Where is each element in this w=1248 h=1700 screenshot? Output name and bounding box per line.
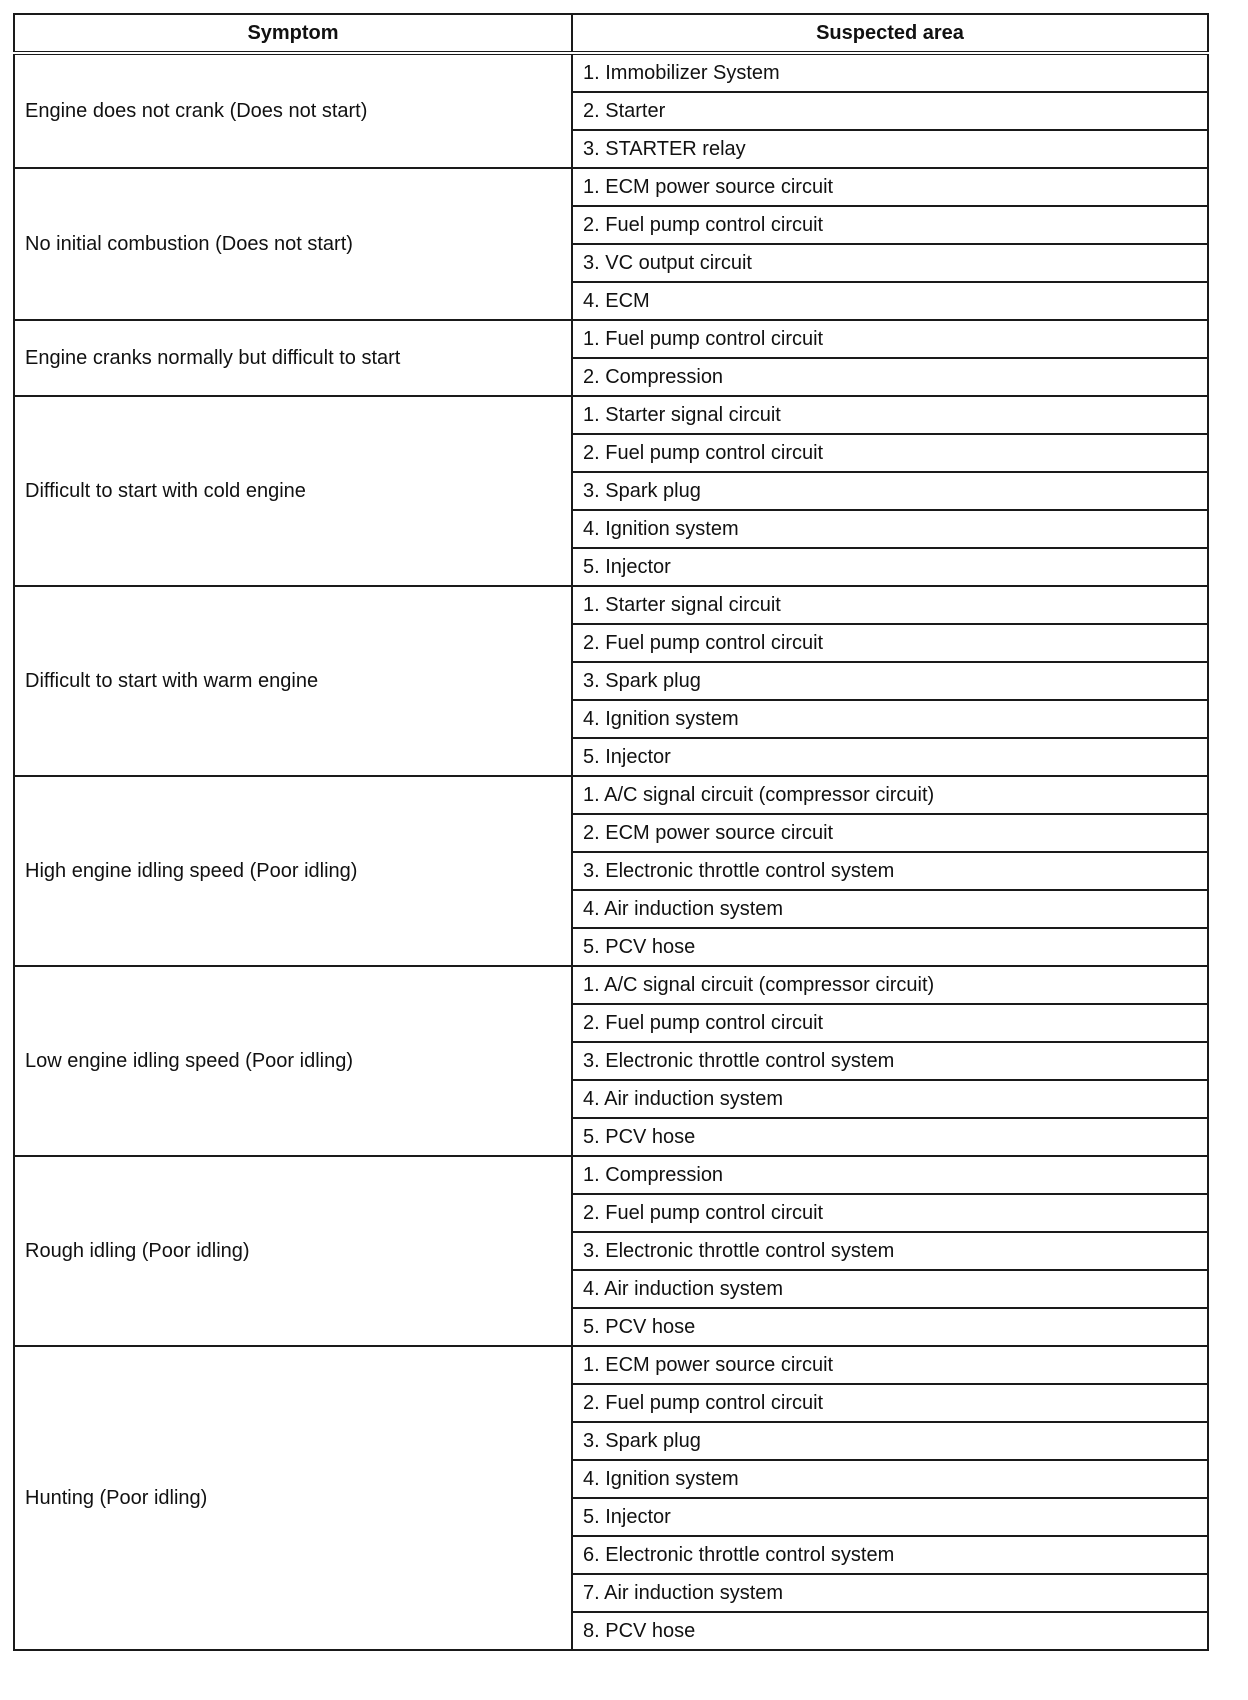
suspected-area-cell: 5. Injector	[572, 1498, 1208, 1536]
suspected-area-cell: 1. Fuel pump control circuit	[572, 320, 1208, 358]
suspected-area-cell: 3. Electronic throttle control system	[572, 1232, 1208, 1270]
suspected-area-cell: 2. Fuel pump control circuit	[572, 1194, 1208, 1232]
suspected-area-cell: 3. Electronic throttle control system	[572, 1042, 1208, 1080]
suspected-area-cell: 2. Fuel pump control circuit	[572, 206, 1208, 244]
suspected-area-cell: 2. Fuel pump control circuit	[572, 1004, 1208, 1042]
suspected-area-cell: 4. Air induction system	[572, 1080, 1208, 1118]
suspected-area-cell: 7. Air induction system	[572, 1574, 1208, 1612]
table-row	[14, 966, 1208, 1004]
suspected-area-cell: 1. Immobilizer System	[572, 53, 1208, 92]
suspected-area-cell: 2. Starter	[572, 92, 1208, 130]
suspected-area-cell: 5. Injector	[572, 738, 1208, 776]
suspected-area-cell: 1. Starter signal circuit	[572, 586, 1208, 624]
suspected-area-cell: 3. Electronic throttle control system	[572, 852, 1208, 890]
table-row	[14, 1346, 1208, 1384]
symptom-cell: Engine cranks normally but difficult to start	[14, 320, 572, 396]
suspected-area-cell: 2. Fuel pump control circuit	[572, 1384, 1208, 1422]
symptom-cell: Low engine idling speed (Poor idling)	[14, 966, 572, 1156]
suspected-area-cell: 4. ECM	[572, 282, 1208, 320]
suspected-area-cell: 4. Ignition system	[572, 510, 1208, 548]
suspected-area-cell: 1. ECM power source circuit	[572, 168, 1208, 206]
table-row	[14, 320, 1208, 358]
suspected-area-cell: 1. Starter signal circuit	[572, 396, 1208, 434]
suspected-area-cell: 5. PCV hose	[572, 1118, 1208, 1156]
symptom-column-header: Symptom	[14, 14, 572, 53]
symptom-cell: Engine does not crank (Does not start)	[14, 53, 572, 168]
table-row	[14, 1156, 1208, 1194]
table-body	[14, 53, 1208, 1650]
symptom-cell: Rough idling (Poor idling)	[14, 1156, 572, 1346]
suspected-area-cell: 8. PCV hose	[572, 1612, 1208, 1650]
table-row	[14, 776, 1208, 814]
symptom-cell: Difficult to start with cold engine	[14, 396, 572, 586]
header-row	[14, 14, 1208, 53]
symptom-cell: High engine idling speed (Poor idling)	[14, 776, 572, 966]
suspected-area-cell: 5. PCV hose	[572, 1308, 1208, 1346]
suspected-area-column-header: Suspected area	[572, 14, 1208, 53]
suspected-area-cell: 3. Spark plug	[572, 662, 1208, 700]
suspected-area-cell: 2. Fuel pump control circuit	[572, 434, 1208, 472]
symptom-table	[13, 13, 1209, 1651]
suspected-area-cell: 1. Compression	[572, 1156, 1208, 1194]
suspected-area-cell: 2. Compression	[572, 358, 1208, 396]
suspected-area-cell: 3. Spark plug	[572, 1422, 1208, 1460]
suspected-area-cell: 3. VC output circuit	[572, 244, 1208, 282]
symptom-cell: Hunting (Poor idling)	[14, 1346, 572, 1650]
suspected-area-cell: 5. Injector	[572, 548, 1208, 586]
suspected-area-cell: 1. A/C signal circuit (compressor circuit)	[572, 776, 1208, 814]
suspected-area-cell: 6. Electronic throttle control system	[572, 1536, 1208, 1574]
suspected-area-cell: 1. ECM power source circuit	[572, 1346, 1208, 1384]
suspected-area-cell: 5. PCV hose	[572, 928, 1208, 966]
table-row	[14, 53, 1208, 92]
suspected-area-cell: 1. A/C signal circuit (compressor circuit)	[572, 966, 1208, 1004]
table-row	[14, 586, 1208, 624]
suspected-area-cell: 3. STARTER relay	[572, 130, 1208, 168]
symptom-cell: No initial combustion (Does not start)	[14, 168, 572, 320]
suspected-area-cell: 3. Spark plug	[572, 472, 1208, 510]
suspected-area-cell: 4. Ignition system	[572, 1460, 1208, 1498]
table-row	[14, 396, 1208, 434]
suspected-area-cell: 4. Ignition system	[572, 700, 1208, 738]
suspected-area-cell: 4. Air induction system	[572, 890, 1208, 928]
symptom-cell: Difficult to start with warm engine	[14, 586, 572, 776]
suspected-area-cell: 2. Fuel pump control circuit	[572, 624, 1208, 662]
suspected-area-cell: 4. Air induction system	[572, 1270, 1208, 1308]
suspected-area-cell: 2. ECM power source circuit	[572, 814, 1208, 852]
table-row	[14, 168, 1208, 206]
